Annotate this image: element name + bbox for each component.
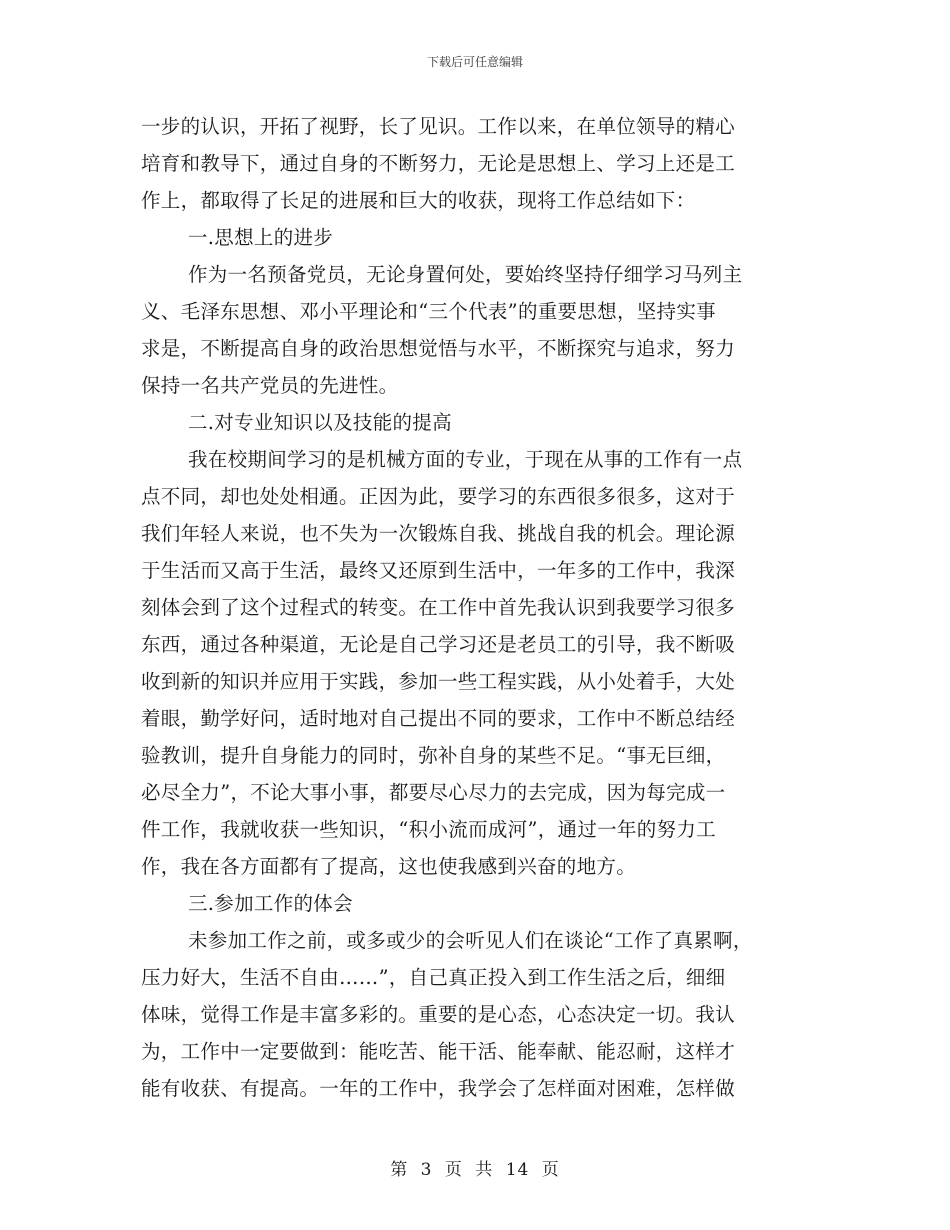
text-line: 收到新的知识并应用于实践，参加一些工程实践，从小处着手，大处 [141, 670, 736, 693]
text-line: 作，我在各方面都有了提高，这也使我感到兴奋的地方。 [141, 855, 637, 878]
page-number-footer: 第 3 页 共 14 页 [390, 1160, 560, 1180]
text-line: 保持一名共产党员的先进性。 [141, 374, 399, 397]
text-line: 我在校期间学习的是机械方面的专业，于现在从事的工作有一点 [188, 448, 743, 471]
text-line: 作为一名预备党员，无论身置何处，要始终坚持仔细学习马列主 [188, 263, 743, 286]
text-line: 于生活而又高于生活，最终又还原到生活中，一年多的工作中，我深 [141, 559, 736, 582]
text-line: 培育和教导下，通过自身的不断努力，无论是思想上、学习上还是工 [141, 152, 736, 175]
text-line: 一.思想上的进步 [188, 226, 334, 249]
text-line: 点不同，却也处处相通。正因为此，要学习的东西很多很多，这对于 [141, 485, 736, 508]
document-body [141, 108, 806, 1107]
text-line: 二.对专业知识以及技能的提高 [188, 411, 452, 434]
text-line: 一步的认识，开拓了视野，长了见识。工作以来，在单位领导的精心 [141, 115, 736, 138]
text-line: 刻体会到了这个过程式的转变。在工作中首先我认识到我要学习很多 [141, 596, 736, 619]
text-line: 压力好大，生活不自由……”，自己真正投入到工作生活之后，细细 [141, 966, 726, 989]
text-line: 东西，通过各种渠道，无论是自己学习还是老员工的引导，我不断吸 [141, 633, 736, 656]
text-line: 体味，觉得工作是丰富多彩的。重要的是心态，心态决定一切。我认 [141, 1003, 736, 1026]
text-line: 验教训，提升自身能力的同时，弥补自身的某些不足。“事无巨细， [141, 744, 726, 767]
text-line: 义、毛泽东思想、邓小平理论和“三个代表”的重要思想，坚持实事 [141, 300, 716, 323]
text-line: 必尽全力”，不论大事小事，都要尽心尽力的去完成，因为每完成一 [141, 781, 726, 804]
page-header: 下载后可任意编辑 [426, 55, 523, 69]
text-line: 未参加工作之前，或多或少的会听见人们在谈论“工作了真累啊， [188, 929, 753, 952]
text-line: 作上，都取得了长足的进展和巨大的收获，现将工作总结如下： [141, 189, 696, 212]
text-line: 我们年轻人来说，也不失为一次锻炼自我、挑战自我的机会。理论源 [141, 522, 736, 545]
text-line: 着眼，勤学好问，适时地对自己提出不同的要求，工作中不断总结经 [141, 707, 736, 730]
text-line: 三.参加工作的体会 [188, 892, 353, 915]
text-line: 为，工作中一定要做到：能吃苦、能干活、能奉献、能忍耐，这样才 [141, 1040, 736, 1063]
text-line: 能有收获、有提高。一年的工作中，我学会了怎样面对困难，怎样做 [141, 1077, 736, 1100]
text-line: 件工作，我就收获一些知识，“积小流而成河”，通过一年的努力工 [141, 818, 716, 841]
text-line: 求是，不断提高自身的政治思想觉悟与水平，不断探究与追求，努力 [141, 337, 736, 360]
